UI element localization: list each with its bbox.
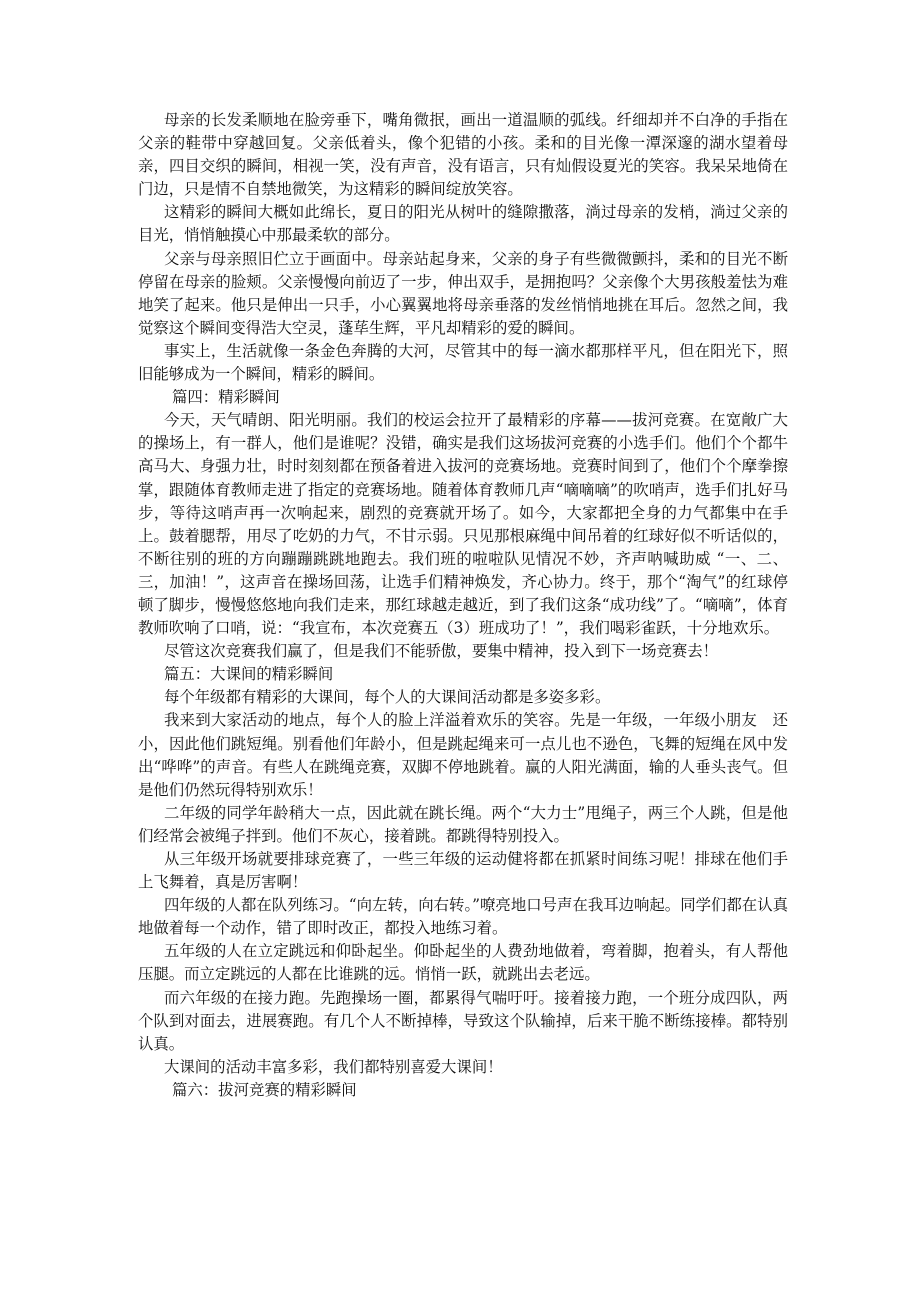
document-body xyxy=(138,109,788,1102)
paragraph: 四年级的人都在队列练习。“向左转，向右转。”嘹亮地口号声在我耳边响起。同学们都在认真地做着每一个动作，错了即时改正，都投入地练习着。 xyxy=(138,896,788,938)
section-heading: 篇六：拔河竞赛的精彩瞬间 xyxy=(172,1080,357,1099)
paragraph: 今天，天气晴朗、阳光明丽。我们的校运会拉开了最精彩的序幕——拔河竞赛。在宽敞广大的操场上，有一群人，他们是谁呢？没错，确实是我们这场拔河竞赛的小选手们。他们个个都牛高马大、身强力壮，时时刻刻都在预备着进入拔河的竞赛场地。竞赛时间到了，他们个个摩拳擦掌，跟随体育教师走进了指定的竞赛场地。随着体育教师几声“嘀嘀嘀”的吹哨声，选手们扎好马步，等待这哨声再一次响起来，剧烈的竞赛就开场了。如今，大家都把全身的力气都集中在手上。鼓着腮帮，用尽了吃奶的力气，不甘示弱。只见那根麻绳中间吊着的红球好似不听话似的，不断往别的班的方向蹦蹦跳跳地跑去。我们班的啦啦队见情况不妙，齐声呐喊助威 “一、二、三，加油！”，这声音在操场回荡，让选手们精神焕发，齐心协力。终于，那个“淘气”的红球停顿了脚步，慢慢悠悠地向我们走来，那红球越走越近，到了我们这条“成功线”了。“嘀嘀”，体育教师吹响了口哨，说：“我宣布，本次竞赛五（3）班成功了！”，我们喝彩雀跃，十分地欢乐。 xyxy=(138,411,788,638)
paragraph: 而六年级的在接力跑。先跑操场一圈，都累得气喘吁吁。接着接力跑，一个班分成四队，两个队到对面去，进展赛跑。有几个人不断掉棒，导致这个队输掉，后来干脆不断练接棒。都特别认真。 xyxy=(138,988,788,1053)
paragraph: 父亲与母亲照旧伫立于画面中。母亲站起身来，父亲的身子有些微微颤抖，柔和的目光不断停留在母亲的脸颊。父亲慢慢向前迈了一步，伸出双手，是拥抱吗？父亲像个大男孩般羞怯为难地笑了起来。他只是伸出一只手，小心翼翼地将母亲垂落的发丝悄悄地挑在耳后。忽然之间，我觉察这个瞬间变得浩大空灵，蓬荜生辉，平凡却精彩的爱的瞬间。 xyxy=(138,249,788,337)
paragraph: 五年级的人在立定跳远和仰卧起坐。仰卧起坐的人费劲地做着，弯着脚，抱着头，有人帮他压腿。而立定跳远的人都在比谁跳的远。悄悄一跃，就跳出去老远。 xyxy=(138,942,788,984)
paragraph: 母亲的长发柔顺地在脸旁垂下，嘴角微抿，画出一道温顺的弧线。纤细却并不白净的手指在父亲的鞋带中穿越回复。父亲低着头，像个犯错的小孩。柔和的目光像一潭深邃的湖水望着母亲，四目交织的瞬间，相视一笑，没有声音，没有语言，只有灿假设夏光的笑容。我呆呆地倚在门边，只是情不自禁地微笑，为这精彩的瞬间绽放笑容。 xyxy=(138,111,788,199)
paragraph: 事实上，生活就像一条金色奔腾的大河，尽管其中的每一滴水都那样平凡，但在阳光下，照旧能够成为一个瞬间，精彩的瞬间。 xyxy=(138,341,788,384)
paragraph: 每个年级都有精彩的大课间，每个人的大课间活动都是多姿多彩。 xyxy=(164,688,611,707)
paragraph: 二年级的同学年龄稍大一点，因此就在跳长绳。两个“大力士”甩绳子，两三个人跳，但是他们经常会被绳子拌到。他们不灰心，接着跳。都跳得特别投入。 xyxy=(138,803,788,845)
section-heading: 篇五：大课间的精彩瞬间 xyxy=(164,665,334,684)
paragraph: 我来到大家活动的地点，每个人的脸上洋溢着欢乐的笑容。先是一年级，一年级小朋友 还小，因此他们跳短绳。别看他们年龄小，但是跳起绳来可一点儿也不逊色，飞舞的短绳在风中发出“哗哗”的声音。有些人在跳绳竞赛，双脚不停地跳着。赢的人阳光满面，输的人垂头丧气。但是他们仍然玩得特别欢乐！ xyxy=(138,711,788,799)
paragraph: 这精彩的瞬间大概如此绵长，夏日的阳光从树叶的缝隙撒落，淌过母亲的发梢，淌过父亲的目光，悄悄触摸心中那最柔软的部分。 xyxy=(138,203,788,245)
paragraph: 从三年级开场就要排球竞赛了，一些三年级的运动健将都在抓紧时间练习呢！排球在他们手上飞舞着，真是厉害啊！ xyxy=(138,850,788,892)
section-heading: 篇四：精彩瞬间 xyxy=(172,388,280,407)
paragraph: 尽管这次竞赛我们赢了，但是我们不能骄傲，要集中精神，投入到下一场竞赛去！ xyxy=(164,642,719,661)
paragraph: 大课间的活动丰富多彩，我们都特别喜爱大课间！ xyxy=(164,1057,503,1076)
